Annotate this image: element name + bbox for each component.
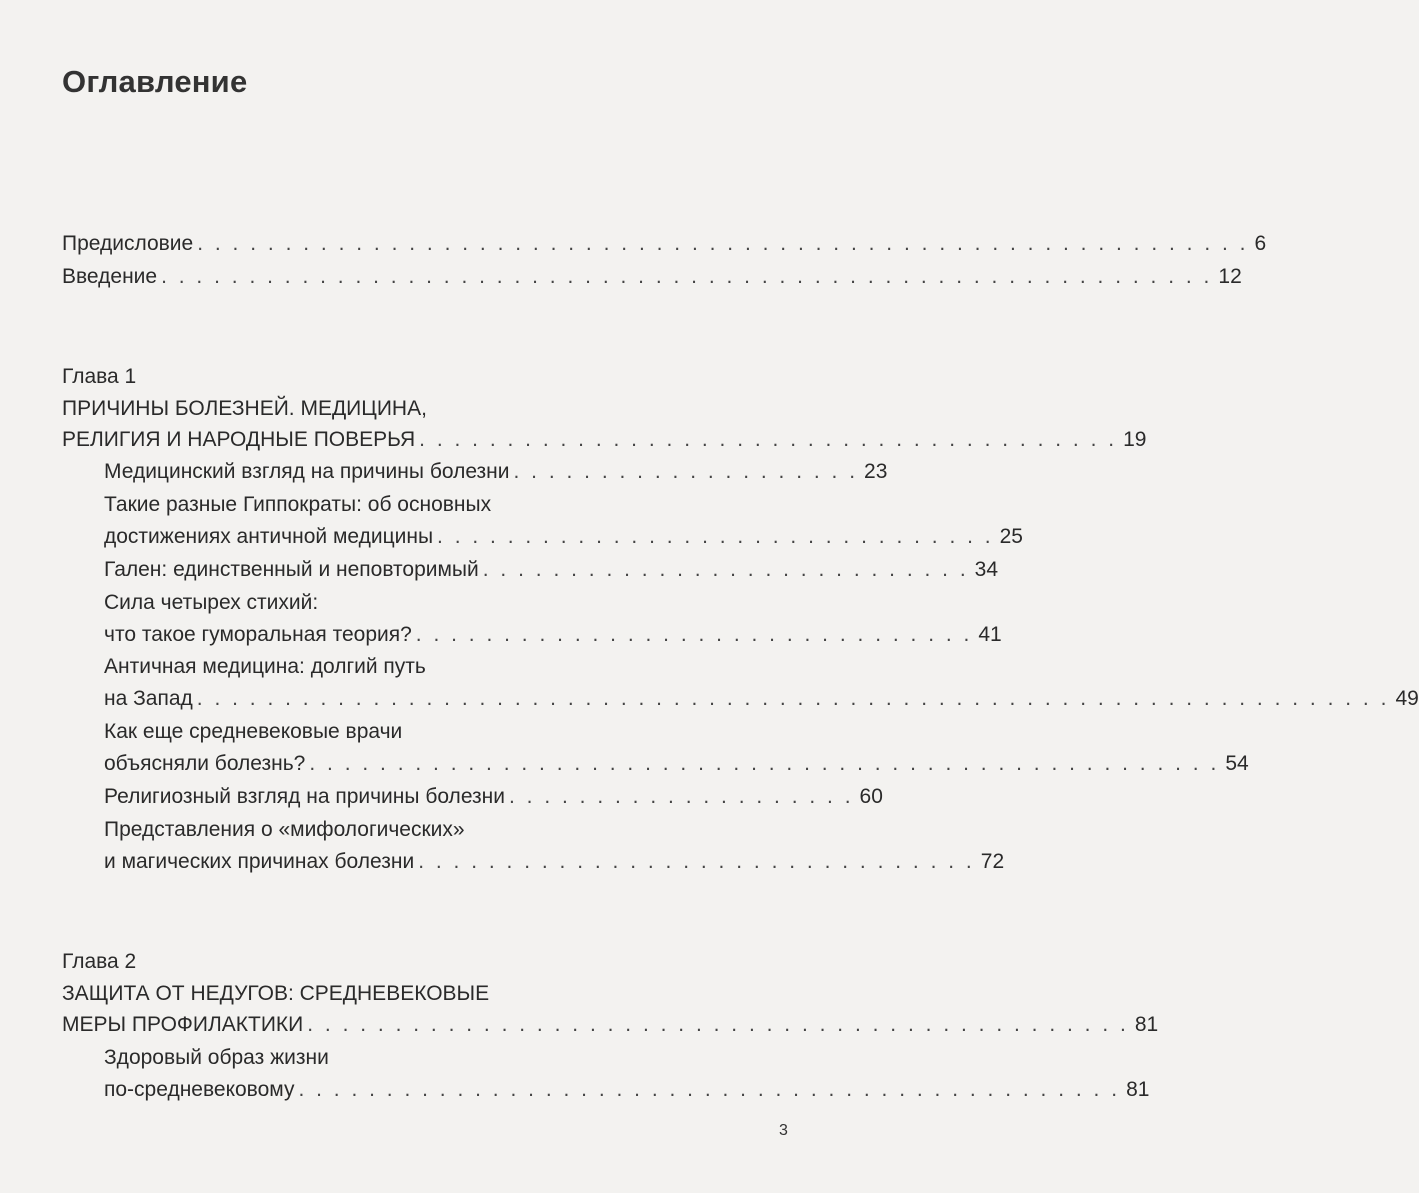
toc-section-entry xyxy=(104,456,888,488)
toc-entry-preface xyxy=(62,228,1267,260)
chapter-title-line: ПРИЧИНЫ БОЛЕЗНЕЙ. МЕДИЦИНА, xyxy=(62,397,427,420)
toc-entry-page: 72 xyxy=(980,850,1005,873)
toc-entry-label: что такое гуморальная теория? xyxy=(104,623,412,646)
toc-entry-page: 60 xyxy=(859,785,883,808)
toc-entry-label: по-средневековому xyxy=(104,1078,295,1101)
toc-chapter-entry xyxy=(62,1009,1159,1041)
toc-section-entry xyxy=(104,619,1002,651)
chapter-heading: Глава 1 xyxy=(62,365,137,388)
toc-entry-page: 23 xyxy=(864,460,888,483)
page-number: 3 xyxy=(779,1122,788,1139)
toc-section-line: Здоровый образ жизни xyxy=(104,1046,329,1069)
toc-entry-page: 81 xyxy=(1134,1013,1159,1036)
toc-entry-label: на Запад xyxy=(104,687,193,710)
toc-entry-introduction xyxy=(62,261,1242,293)
toc-chapter-entry xyxy=(62,424,1147,456)
toc-section-entry xyxy=(104,1074,1150,1106)
toc-section-entry xyxy=(104,846,1005,878)
dot-leader: . . . . . . . . . . . . . . . . . . . . . . . . . . . . . . . . xyxy=(415,623,973,646)
dot-leader: . . . . . . . . . . . . . . . . . . . . xyxy=(513,460,859,483)
toc-section-entry xyxy=(104,554,999,586)
page-title: Оглавление xyxy=(62,64,248,99)
toc-section-line: Античная медицина: долгий путь xyxy=(104,655,426,678)
toc-entry-label: Религиозный взгляд на причины болезни xyxy=(104,785,505,808)
toc-section-entry xyxy=(104,683,1419,715)
dot-leader: . . . . . . . . . . . . . . . . . . . . . . . . . . . . xyxy=(482,558,969,581)
toc-entry-label: МЕРЫ ПРОФИЛАКТИКИ xyxy=(62,1013,304,1036)
toc-entry-page: 19 xyxy=(1123,428,1147,451)
chapter-heading: Глава 2 xyxy=(62,950,137,973)
dot-leader: . . . . . . . . . . . . . . . . . . . . . . . . . . . . . . . . xyxy=(437,525,994,548)
chapter-title-line: ЗАЩИТА ОТ НЕДУГОВ: СРЕДНЕВЕКОВЫЕ xyxy=(62,982,490,1005)
toc-section-entry xyxy=(104,521,1023,553)
toc-section-line: Сила четырех стихий: xyxy=(104,591,319,614)
toc-entry-page: 81 xyxy=(1126,1078,1150,1101)
toc-entry-label: Гален: единственный и неповторимый xyxy=(104,558,479,581)
toc-entry-page: 49 xyxy=(1395,687,1419,710)
dot-leader: . . . . . . . . . . . . . . . . . . . . xyxy=(509,785,854,808)
toc-section-line: Как еще средневековые врачи xyxy=(104,720,403,743)
toc-entry-page: 54 xyxy=(1225,752,1249,775)
toc-entry-page: 34 xyxy=(974,558,999,581)
dot-leader: . . . . . . . . . . . . . . . . . . . . . . . . . . . . . . . . . . . . . . . . . . . . . . . xyxy=(298,1078,1121,1101)
toc-section-line: Такие разные Гиппократы: об основных xyxy=(104,493,492,516)
toc-entry-page: 25 xyxy=(999,525,1023,548)
dot-leader: . . . . . . . . . . . . . . . . . . . . . . . . . . . . . . . . . . . . . . . . . . . . . . . xyxy=(307,1013,1129,1036)
toc-entry-page: 6 xyxy=(1254,232,1267,255)
toc-entry-label: РЕЛИГИЯ И НАРОДНЫЕ ПОВЕРЬЯ xyxy=(62,428,416,451)
dot-leader: . . . . . . . . . . . . . . . . . . . . . . . . . . . . . . . . . . . . . . . . . . . . . . . . . . . . . . . . . . . . . . . . . . . . xyxy=(196,687,1390,710)
dot-leader: . . . . . . . . . . . . . . . . . . . . . . . . . . . . . . . . . . . . . . . . xyxy=(419,428,1118,451)
toc-entry-label: и магических причинах болезни xyxy=(104,850,415,873)
dot-leader: . . . . . . . . . . . . . . . . . . . . . . . . . . . . . . . . . . . . . . . . . . . . . . . . . . . . . . . . . . . . xyxy=(161,265,1213,288)
dot-leader: . . . . . . . . . . . . . . . . . . . . . . . . . . . . . . . . . . . . . . . . . . . . . . . . . . . . . . . . . . . . xyxy=(197,232,1249,255)
toc-section-line: Представления о «мифологических» xyxy=(104,818,465,841)
toc-section-entry xyxy=(104,748,1249,780)
toc-entry-label: Введение xyxy=(62,265,158,288)
dot-leader: . . . . . . . . . . . . . . . . . . . . . . . . . . . . . . . . . . . . . . . . . . . . . . . . . . . . xyxy=(309,752,1220,775)
toc-entry-page: 12 xyxy=(1218,265,1242,288)
toc-entry-label: объясняли болезнь? xyxy=(104,752,306,775)
toc-entry-label: Медицинский взгляд на причины болезни xyxy=(104,460,510,483)
dot-leader: . . . . . . . . . . . . . . . . . . . . . . . . . . . . . . . . xyxy=(418,850,975,873)
toc-entry-label: достижениях античной медицины xyxy=(104,525,434,548)
toc-entry-label: Предисловие xyxy=(62,232,194,255)
toc-entry-page: 41 xyxy=(978,623,1002,646)
toc-section-entry xyxy=(104,781,883,813)
